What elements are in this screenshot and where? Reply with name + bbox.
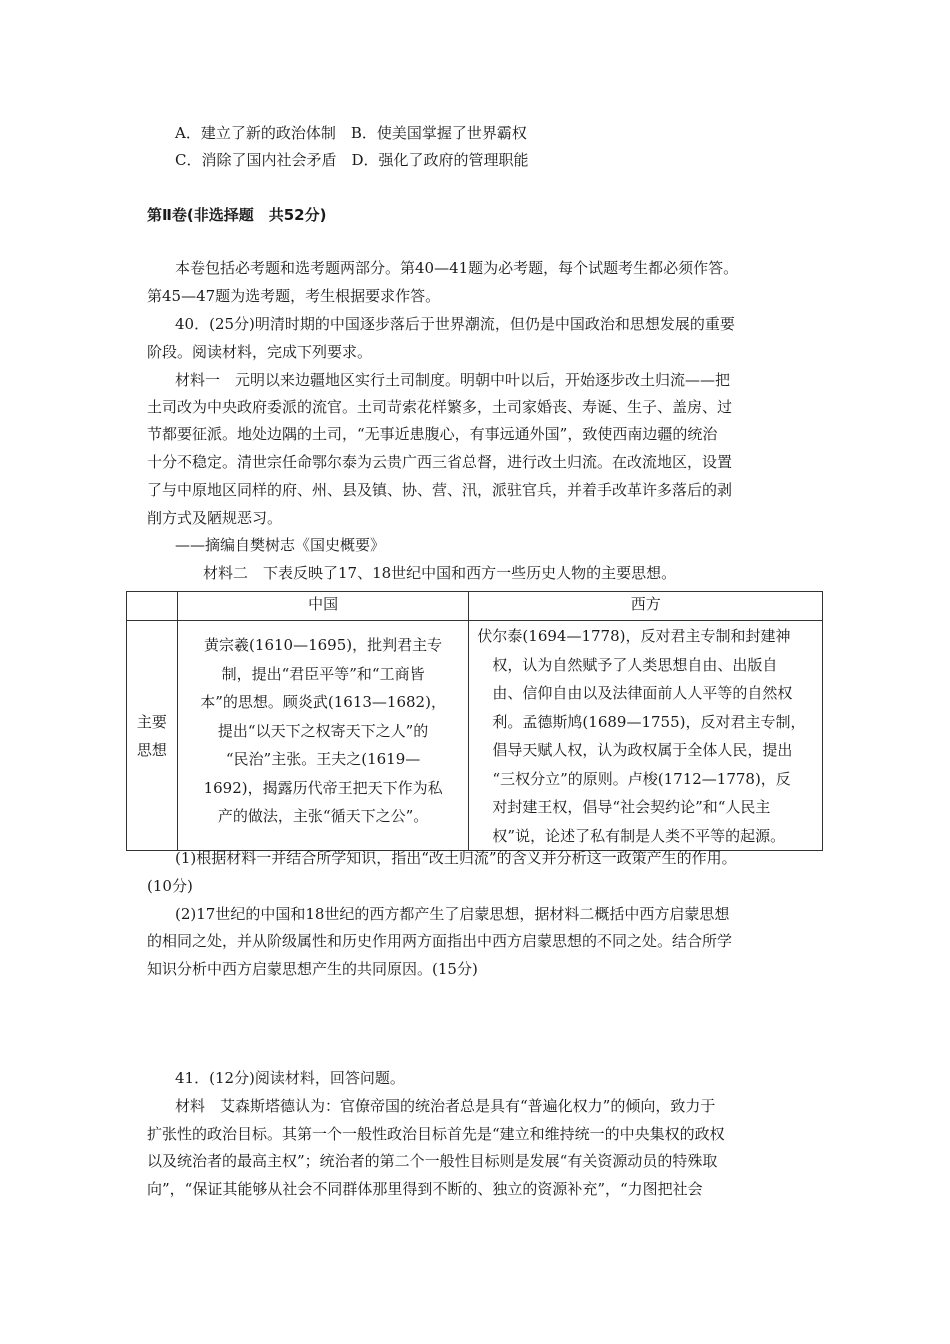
west-line: 倡导天赋人权，认为政权属于全体人民，提出 (477, 741, 793, 759)
material1-line-6: 削方式及陋规恶习。 (147, 509, 283, 527)
west-line: 利。孟德斯鸠(1689—1755)，反对君主专制， (477, 712, 806, 731)
section-title: 第Ⅱ卷(非选择题 共52分) (147, 206, 327, 224)
option-line-cd: C．消除了国内社会矛盾 D．强化了政府的管理职能 (175, 151, 529, 169)
row-label-line-1: 主要 (136, 712, 167, 731)
q41-material-line-3: 以及统治者的最高主权”；统治者的第二个一般性目标则是发展“有关资源动员的特殊取 (147, 1152, 718, 1170)
west-line: 权，认为自然赋予了人类思想自由、出版自 (477, 655, 778, 674)
table-cell-china (177, 621, 469, 851)
table-header-china: 中国 (177, 592, 469, 621)
q41-material-line-1: 材料 艾森斯塔德认为：官僚帝国的统治者总是具有“普遍化权力”的倾向，致力于 (175, 1097, 716, 1115)
sub2-line-2: 的相同之处，并从阶级属性和历史作用两方面指出中西方启蒙思想的不同之处。结合所学 (147, 932, 733, 950)
row-label-line-2: 思想 (136, 740, 167, 759)
table-row-label (127, 621, 178, 851)
table-header-west: 西方 (469, 592, 823, 621)
west-line: 伏尔泰(1694—1778)，反对君主专制和封建神 (477, 627, 791, 645)
material1-line-4: 十分不稳定。清世宗任命鄂尔泰为云贵广西三省总督，进行改土归流。在改流地区，设置 (147, 453, 733, 471)
sub2-line-1: (2)17世纪的中国和18世纪的西方都产生了启蒙思想，据材料二概括中西方启蒙思想 (175, 905, 730, 923)
china-line: 1692)，揭露历代帝王把天下作为私 (203, 778, 443, 797)
thought-comparison-table (126, 591, 823, 851)
material1-line-3: 节都要征派。地处边隅的土司，“无事近患腹心，有事远通外国”，致使西南边疆的统治 (147, 425, 718, 443)
material2-intro: 材料二 下表反映了17、18世纪中国和西方一些历史人物的主要思想。 (203, 564, 677, 582)
china-line: 本”的思想。顾炎武(1613—1682)， (200, 693, 446, 711)
china-line: 产的做法，主张“循天下之公”。 (217, 807, 429, 825)
intro-line-1: 本卷包括必考题和选考题两部分。第40—41题为必考题，每个试题考生都必须作答。 (175, 259, 739, 277)
table-corner-cell (127, 592, 178, 621)
material1-line-1: 材料一 元明以来边疆地区实行土司制度。明朝中叶以后，开始逐步改土归流——把 (175, 371, 731, 389)
table-cell-west (469, 621, 823, 851)
sub2-line-3: 知识分析中西方启蒙思想产生的共同原因。(15分) (147, 960, 478, 978)
china-line: 黄宗羲(1610—1695)，批判君主专 (204, 636, 443, 654)
west-line: 由、信仰自由以及法律面前人人平等的自然权 (477, 684, 793, 702)
west-line: 权”说，论述了私有制是人类不平等的起源。 (477, 826, 786, 845)
q40-stem-line-1: 40．(25分)明清时期的中国逐步落后于世界潮流，但仍是中国政治和思想发展的重要 (175, 315, 735, 333)
west-line: 对封建王权，倡导“社会契约论”和“人民主 (477, 798, 771, 816)
china-line: “民治”主张。王夫之(1619— (225, 750, 421, 768)
material1-source: ——摘编自樊树志《国史概要》 (175, 536, 386, 554)
china-line: 制，提出“君臣平等”和“工商皆 (221, 664, 425, 683)
material1-line-2: 土司改为中央政府委派的流官。土司苛索花样繁多，土司家婚丧、寿诞、生子、盖房、过 (147, 398, 733, 416)
q41-material-line-4: 向”，“保证其能够从社会不同群体那里得到不断的、独立的资源补充”，“力图把社会 (147, 1180, 703, 1198)
option-line-ab: A．建立了新的政治体制 B．使美国掌握了世界霸权 (175, 124, 527, 142)
sub1-line-1: (1)根据材料一并结合所学知识，指出“改土归流”的含义并分析这一政策产生的作用。 (175, 849, 737, 867)
q41-stem: 41．(12分)阅读材料，回答问题。 (175, 1069, 405, 1087)
sub1-line-2: (10分) (147, 877, 193, 895)
table-row (127, 621, 823, 851)
intro-line-2: 第45—47题为选考题，考生根据要求作答。 (147, 287, 441, 305)
table-header-row (127, 592, 823, 621)
q40-stem-line-2: 阶段。阅读材料，完成下列要求。 (147, 343, 373, 361)
q41-material-line-2: 扩张性的政治目标。其第一个一般性政治目标首先是“建立和维持统一的中央集权的政权 (147, 1125, 725, 1143)
west-line: “三权分立”的原则。卢梭(1712—1778)，反 (477, 769, 791, 788)
material1-line-5: 了与中原地区同样的府、州、县及镇、协、营、汛，派驻官兵，并着手改革许多落后的剥 (147, 481, 733, 499)
china-line: 提出“以天下之权寄天下之人”的 (217, 721, 429, 740)
